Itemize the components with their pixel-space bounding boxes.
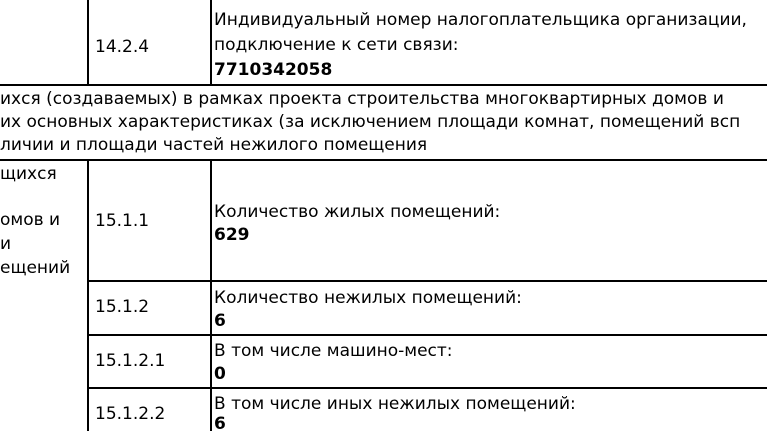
table-border-mid (210, 0, 212, 84)
row-value-15-1-2-1: 0 (214, 364, 226, 384)
table-row-divider (87, 280, 767, 282)
row-value-15-1-1: 629 (214, 225, 250, 245)
section-text-line2: их основных характеристиках (за исключением площади комнат, помещений всп (0, 112, 741, 132)
table-row-divider (0, 159, 767, 161)
row-value-14-2-4: 7710342058 (214, 60, 333, 80)
left-cell-line4: ещений (0, 258, 71, 278)
table-row-divider (87, 387, 767, 389)
row-label-15-1-2-2: В том числе иных нежилых помещений: (214, 394, 576, 414)
row-label-14-2-4-line2: подключение к сети связи: (214, 35, 459, 55)
left-cell-line1: щихся (0, 164, 57, 184)
row-label-14-2-4-line1: Индивидуальный номер налогоплательщика организации, (214, 10, 747, 30)
row-code-15-1-1: 15.1.1 (95, 211, 150, 231)
table-row-divider (0, 84, 767, 86)
row-label-15-1-1: Количество жилых помещений: (214, 202, 501, 222)
row-code-14-2-4: 14.2.4 (95, 37, 150, 57)
row-code-15-1-2-2: 15.1.2.2 (95, 404, 166, 424)
table-border-left (87, 159, 89, 431)
section-text-line1: ихся (создаваемых) в рамках проекта строительства многоквартирных домов и (0, 89, 724, 109)
section-text-line3: личии и площади частей нежилого помещения (0, 135, 428, 155)
left-cell-line3: и (0, 234, 12, 254)
row-value-15-1-2-2: 6 (214, 414, 226, 431)
row-label-15-1-2-1: В том числе машино-мест: (214, 341, 453, 361)
table-row-divider (87, 334, 767, 336)
left-cell-line2: омов и (0, 210, 61, 230)
row-code-15-1-2: 15.1.2 (95, 297, 150, 317)
table-border-mid (210, 159, 212, 431)
row-label-15-1-2: Количество нежилых помещений: (214, 288, 522, 308)
row-code-15-1-2-1: 15.1.2.1 (95, 351, 166, 371)
row-value-15-1-2: 6 (214, 311, 226, 331)
table-border-left (87, 0, 89, 84)
